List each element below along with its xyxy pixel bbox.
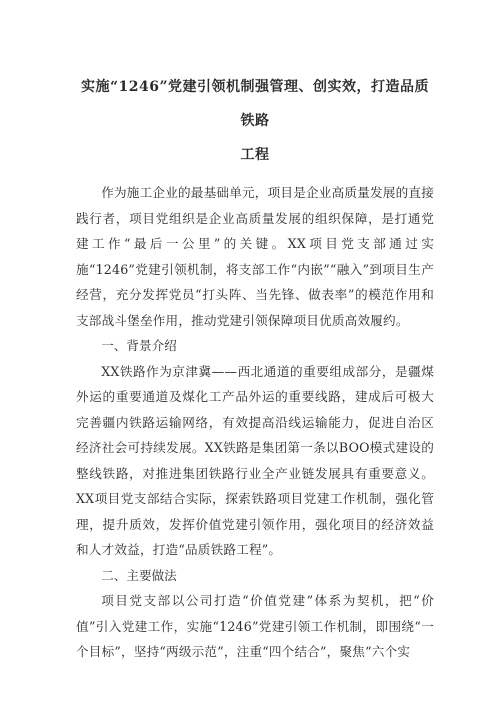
section-heading-practices: 二、主要做法: [101, 567, 177, 583]
intro-paragraph: 作为施工企业的最基础单元，项目是企业高质量发展的直接践行者，项目党组织是企业高质量发展的组织保障，是打通党建工作“最后一公里”的关键。XX项目党支部通过实施“1246”党建引领机制，将支部工作“内嵌”“融入”到项目生产经营，充分发挥党员“打头阵、当先锋、做表率”的模范作用和支部战斗堡垒作用，推动党建引领保障项目优质高效履约。: [76, 185, 434, 328]
document-title: [76, 70, 434, 172]
practices-paragraph: 项目党支部以公司打造“价值党建”体系为契机，把“价值”引入党建工作，实施“1246”党建引领工作机制，即围绕“一个目标”，坚持“两级示范”，注重“四个结合”，聚焦“六个实: [76, 593, 434, 659]
background-paragraph: XX铁路作为京津冀——西北通道的重要组成部分，是疆煤外运的重要通道及煤化工产品外运的重要线路，建成后可极大完善疆内铁路运输网络，有效提高沿线运输能力，促进自治区经济社会可持续发展。XX铁路是集团第一条以BOO模式建设的整线铁路，对推进集团铁路行业全产业链发展具有重要意义。XX项目党支部结合实际，探索铁路项目党建工作机制，强化管理，提升质效，发挥价值党建引领作用，强化项目的经济效益和人才效益，打造“品质铁路工程”。: [76, 363, 434, 557]
title-line-1: 实施“1246”党建引领机制强管理、创实效，打造品质铁路: [80, 79, 430, 129]
section-heading-background: 一、背景介绍: [101, 338, 177, 353]
title-line-2: 工程: [240, 147, 270, 163]
